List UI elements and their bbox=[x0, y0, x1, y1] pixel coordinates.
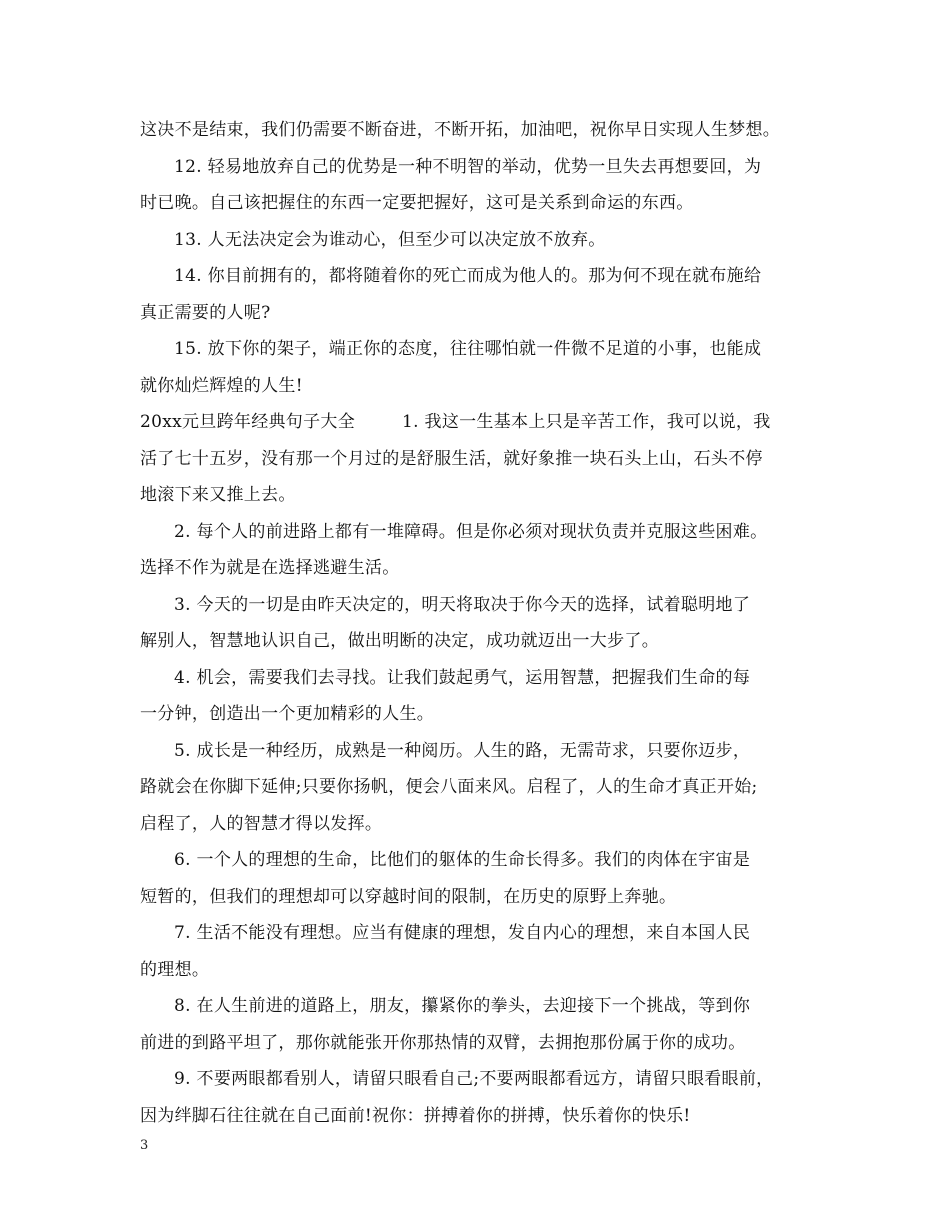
paragraph-line: 7. 生活不能没有理想。应当有健康的理想，发自内心的理想，来自本国人民 bbox=[174, 923, 751, 943]
section-heading: 20xx元旦跨年经典句子大全 bbox=[140, 412, 356, 432]
paragraph-line: 15. 放下你的架子，端正你的态度，往往哪怕就一件微不足道的小事，也能成 bbox=[174, 339, 762, 359]
paragraph-line: 6. 一个人的理想的生命，比他们的躯体的生命长得多。我们的肉体在宇宙是 bbox=[174, 850, 751, 870]
paragraph-line: 启程了，人的智慧才得以发挥。 bbox=[140, 813, 383, 834]
paragraph-line: 路就会在你脚下延伸;只要你扬帆，便会八面来风。启程了，人的生命才真正开始; bbox=[140, 777, 758, 797]
paragraph-line: 短暂的，但我们的理想却可以穿越时间的限制，在历史的原野上奔驰。 bbox=[140, 886, 677, 907]
section-heading-line bbox=[140, 404, 816, 441]
paragraph-line: 因为绊脚石往往就在自己面前!祝你：拼搏着你的拼搏，快乐着你的快乐! bbox=[140, 1105, 691, 1126]
paragraph-line: 前进的到路平坦了，那你就能张开你那热情的双臂，去拥抱那份属于你的成功。 bbox=[140, 1032, 746, 1053]
paragraph-line: 真正需要的人呢? bbox=[140, 302, 271, 323]
paragraph-line: 2. 每个人的前进路上都有一堆障碍。但是你必须对现状负责并克服这些困难。 bbox=[174, 521, 768, 542]
paragraph-line: 3. 今天的一切是由昨天决定的，明天将取决于你今天的选择，试着聪明地了 bbox=[174, 594, 751, 615]
page-number: 3 bbox=[140, 1138, 149, 1153]
paragraph-line: 选择不作为就是在选择逃避生活。 bbox=[140, 558, 400, 578]
paragraph-line: 的理想。 bbox=[140, 959, 210, 980]
paragraph-line: 一分钟，创造出一个更加精彩的人生。 bbox=[140, 704, 435, 724]
paragraph-line: 13. 人无法决定会为谁动心，但至少可以决定放不放弃。 bbox=[174, 229, 606, 250]
paragraph-line: 就你灿烂辉煌的人生! bbox=[140, 375, 303, 396]
paragraph-line: 12. 轻易地放弃自己的优势是一种不明智的举动，优势一旦失去再想要回，为 bbox=[174, 156, 762, 177]
paragraph-line: 14. 你目前拥有的，都将随着你的死亡而成为他人的。那为何不现在就布施给 bbox=[174, 266, 762, 286]
document-body bbox=[140, 112, 816, 1134]
paragraph-text: 1. 我这一生基本上只是辛苦工作，我可以说，我 bbox=[402, 412, 771, 432]
paragraph-line: 时已晚。自己该把握住的东西一定要把握好，这可是关系到命运的东西。 bbox=[140, 193, 694, 213]
paragraph-line: 地滚下来又推上去。 bbox=[140, 485, 296, 505]
paragraph-line: 解别人，智慧地认识自己，做出明断的决定，成功就迈出一大步了。 bbox=[140, 631, 659, 651]
paragraph-line: 8. 在人生前进的道路上，朋友，攥紧你的拳头，去迎接下一个挑战，等到你 bbox=[174, 996, 751, 1016]
paragraph-line: 9. 不要两眼都看别人，请留只眼看自己;不要两眼都看远方，请留只眼看眼前， bbox=[174, 1069, 774, 1089]
paragraph-line: 活了七十五岁，没有那一个月过的是舒服生活，就好象推一块石头上山，石头不停 bbox=[140, 448, 763, 469]
paragraph-line: 5. 成长是一种经历，成熟是一种阅历。人生的路，无需苛求，只要你迈步， bbox=[174, 740, 751, 761]
paragraph-line: 4. 机会，需要我们去寻找。让我们鼓起勇气，运用智慧，把握我们生命的每 bbox=[174, 667, 751, 688]
paragraph-line: 这决不是结束，我们仍需要不断奋进，不断开拓，加油吧，祝你早日实现人生梦想。 bbox=[140, 120, 781, 140]
